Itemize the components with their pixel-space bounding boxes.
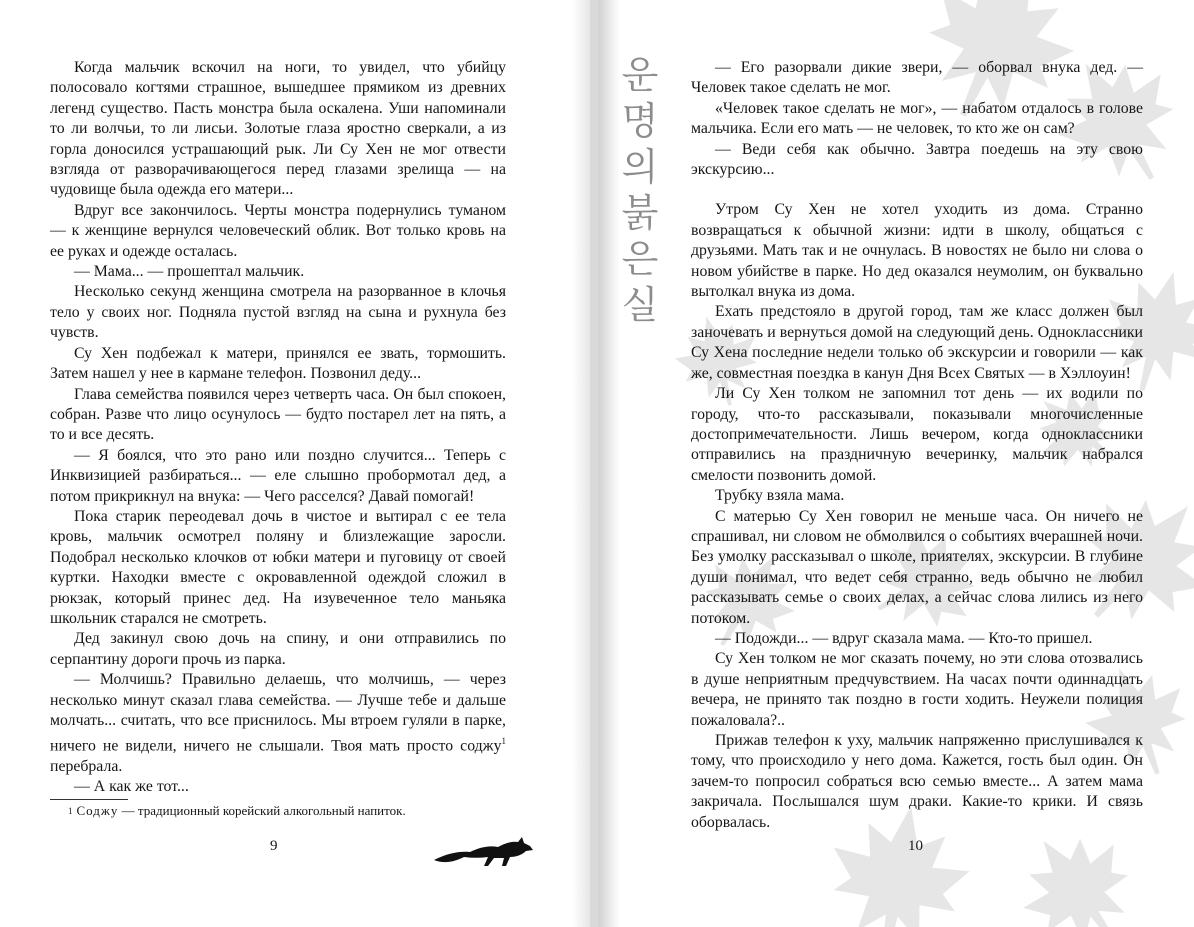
paragraph: Утром Су Хен не хотел уходить из дома. Странно возвращаться к обычной жизни: идти в школу, общаться с друзьями. Мать так и не очнулась. В новостях не было ни слова о новом убийстве в парке. Но дед оказался неумолим, он буквально вытолкал внука из дома. bbox=[691, 201, 1143, 301]
section-break bbox=[691, 180, 1143, 200]
page-gutter-shadow bbox=[598, 0, 620, 927]
footnote-text: — традиционный корейский алкогольный напиток. bbox=[118, 803, 406, 818]
fox-silhouette-icon bbox=[432, 836, 536, 870]
paragraph: Прижав телефон к уху, мальчик напряженно прислушивался к тому, что происходило у него дома. Кажется, гость был один. Он зачем-то попросил собраться всю семью вместе... А затем мама закричала. Послышался шум драки. Какие-то крики. И связь оборвалась. bbox=[691, 732, 1143, 831]
paragraph: — Веди себя как обычно. Завтра поедешь на эту свою экскурсию... bbox=[691, 140, 1143, 179]
paragraph-text: — Молчишь? Правильно делаешь, что молчишь, — через несколько минут сказал глава семейства. — Лучше тебе и дальше молчать... считать, что все приснилось. Мы втроем гуляли в парке, ничего не видели, ничего не слышали. Твоя мать просто соджу bbox=[50, 671, 506, 755]
paragraph: Су Хен толком не мог сказать почему, но эти слова отозвались в душе неприятным предчувствием. На часах почти одиннадцать вечера, не принято так поздно в гости ходить. Неужели полиция пожаловала?.. bbox=[691, 650, 1143, 729]
left-page bbox=[0, 0, 590, 927]
paragraph-with-footnote bbox=[50, 670, 506, 777]
paragraph: Ехать предстояло в другой город, там же класс должен был заночевать и вернуться домой на следующий день. Одноклассники Су Хена последние недели только об экскурсии и говорили — как же, совместная поездка в канун Дня Всех Святых — в Хэллоуин! bbox=[691, 303, 1143, 382]
footnote-reference: 1 bbox=[501, 736, 506, 747]
paragraph: — Я боялся, что это рано или поздно случится... Теперь с Инквизицией разбираться... — еле слышно пробормотал дед, а потом прикрикнул на внука: — Чего расселся? Давай помогай! bbox=[50, 446, 506, 505]
footnote-term: Соджу bbox=[76, 803, 119, 818]
paragraph: Несколько секунд женщина смотрела на разорванное в клочья тело у своих ног. Подняла пустой взгляд на сына и рухнула без чувств. bbox=[50, 283, 506, 342]
right-page-body bbox=[691, 58, 1143, 833]
page-number: 9 bbox=[270, 838, 278, 854]
paragraph: «Человек такое сделать не мог», — набатом отдалось в голове мальчика. Если его мать — не человек, то кто же он сам? bbox=[691, 99, 1143, 138]
paragraph: — А как же тот... bbox=[74, 778, 189, 796]
page-number: 10 bbox=[908, 838, 923, 854]
paragraph: Вдруг все закончилось. Черты монстра подернулись туманом — к женщине вернулся человеческий облик. Вот только кровь на ее руках и одежде осталась. bbox=[50, 201, 506, 260]
left-page-body bbox=[50, 58, 506, 798]
paragraph: — Подожди... — вдруг сказала мама. — Кто-то пришел. bbox=[715, 629, 1093, 647]
paragraph: Пока старик переодевал дочь в чистое и вытирал с ее тела кровь, мальчик осмотрел поляну и близлежащие заросли. Подобрал несколько клочков от юбки матери и пуговицу от своей куртки. Находки вместе с окровавленной одеждой сложил в рюкзак, который принес дед. На изувеченное тело маньяка школьник старался не смотреть. bbox=[50, 507, 506, 627]
paragraph: Трубку взяла мама. bbox=[715, 487, 845, 505]
paragraph: Су Хен подбежал к матери, принялся ее звать, тормошить. Затем нашел у нее в кармане телефон. Позвонил деду... bbox=[50, 344, 506, 383]
footnote bbox=[68, 803, 508, 819]
paragraph: — Его разорвали дикие звери, — оборвал внука дед. — Человек такое сделать не мог. bbox=[691, 59, 1143, 97]
paragraph-text: перебрала. bbox=[50, 758, 123, 776]
right-page bbox=[598, 0, 1194, 927]
korean-book-title: 운명의붉은실 bbox=[621, 53, 659, 327]
paragraph: Ли Су Хен толком не запомнил тот день — их водили по городу, что-то рассказывали, показывали многочисленные достопримечательности. Лишь вечером, когда одноклассники отправились на праздничную вечеринку, мальчик набрался смелости позвонить домой. bbox=[691, 385, 1143, 484]
paragraph: Глава семейства появился через четверть часа. Он был спокоен, собран. Разве что лицо осунулось — будто постарел лет на пять, а то и все десять. bbox=[50, 385, 506, 444]
footnote-divider bbox=[50, 799, 128, 800]
paragraph: Дед закинул свою дочь на спину, и они отправились по серпантину дороги прочь из парка. bbox=[50, 630, 506, 668]
paragraph: Когда мальчик вскочил на ноги, то увидел, что убийцу полосовало когтями страшное, вышедшее прямиком из древних легенд существо. Пасть монстра была оскалена. Уши напоминали то ли волчьи, то ли лисьи. Золотые глаза яростно сверкали, а из горла доносился устрашающий рык. Ли Су Хен не мог отвести взгляда от разворачивающегося перед глазами зрелища — на чудовище была одежда его матери... bbox=[50, 59, 506, 199]
footnote-mark: 1 bbox=[68, 806, 73, 816]
paragraph: С матерью Су Хен говорил не меньше часа. Он ничего не спрашивал, ни словом не обмолвился о событиях вчерашней ночи. Без умолку рассказывал о школе, приятелях, экскурсии. В глубине души понимал, что ведет себя странно, ведь обычно не любил рассказывать семье о своих делах, а сейчас слова лились из него потоком. bbox=[691, 507, 1143, 627]
paragraph: — Мама... — прошептал мальчик. bbox=[74, 263, 305, 281]
page-gutter-shadow bbox=[572, 0, 590, 927]
